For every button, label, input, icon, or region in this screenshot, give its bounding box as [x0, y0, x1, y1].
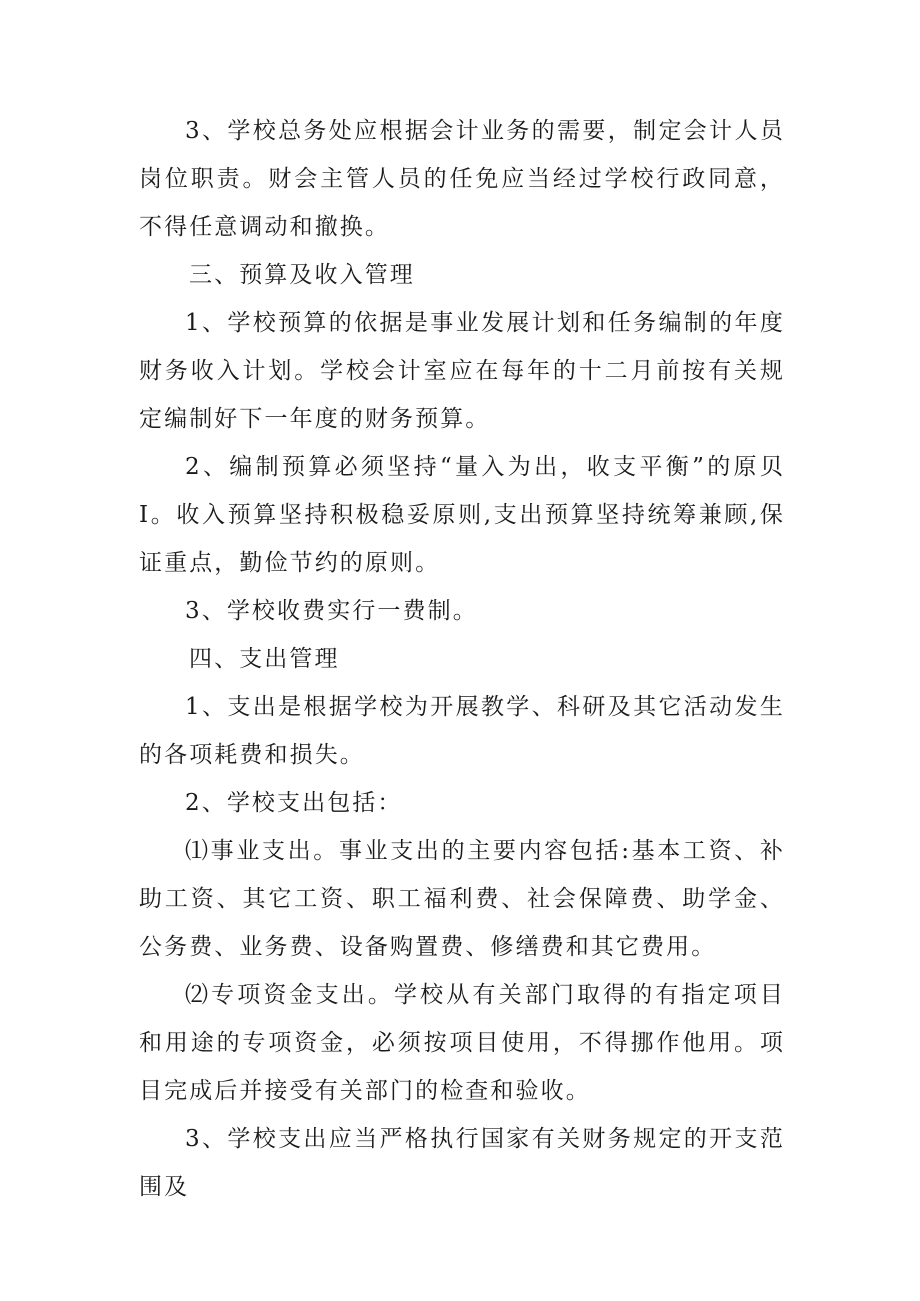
section-heading-expenditure: 四、支出管理: [189, 646, 340, 672]
paragraph-staff-duties: 3、学校总务处应根据会计业务的需要，制定会计人员岗位职责。财会主管人员的任免应当经过学校行政同意，不得任意调动和撤换。: [139, 118, 785, 240]
paragraph-expenditure-includes: 2、学校支出包括：: [185, 790, 403, 816]
paragraph-special-funds: ⑵专项资金支出。学校从有关部门取得的有指定项目和用途的专项资金，必须按项目使用，不得挪作他用。项目完成后并接受有关部门的检查和验收。: [139, 982, 785, 1104]
paragraph-budget-basis: 1、学校预算的依据是事业发展计划和任务编制的年度财务收入计划。学校会计室应在每年的十二月前按有关规定编制好下一年度的财务预算。: [139, 310, 785, 432]
paragraph-fee-system: 3、学校收费实行一费制。: [185, 598, 478, 624]
paragraph-expenditure-rules: 3、学校支出应当严格执行国家有关财务规定的开支范围及: [139, 1126, 785, 1200]
section-heading-budget: 三、预算及收入管理: [189, 262, 415, 288]
document-body: [139, 107, 785, 1211]
paragraph-business-expenditure: ⑴事业支出。事业支出的主要内容包括:基本工资、补助工资、其它工资、职工福利费、社会保障费、助学金、公务费、业务费、设备购置费、修缮费和其它费用。: [139, 838, 785, 960]
paragraph-expenditure-definition: 1、支出是根据学校为开展教学、科研及其它活动发生的各项耗费和损失。: [139, 694, 785, 768]
paragraph-budget-principle: 2、编制预算必须坚持“量入为出，收支平衡”的原贝I。收入预算坚持积极稳妥原则,支出预算坚持统筹兼顾,保证重点，勤俭节约的原则。: [139, 454, 785, 576]
